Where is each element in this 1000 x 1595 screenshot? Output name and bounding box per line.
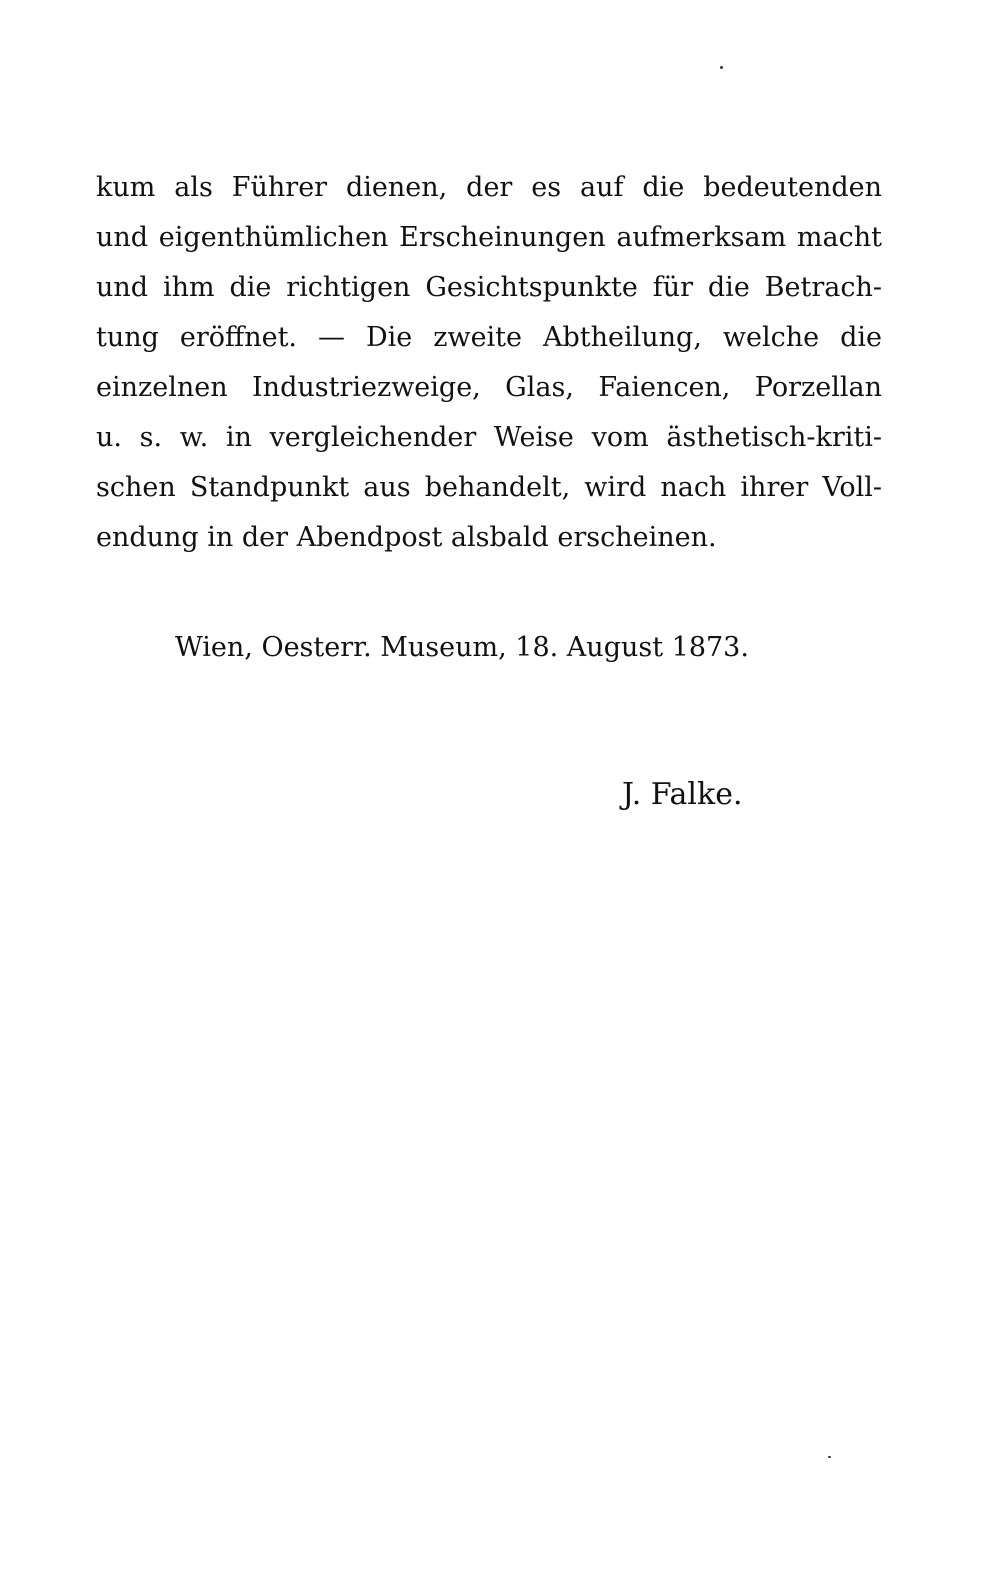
- paragraph-line: und ihm die richtigen Gesichtspunkte für die Betrach-: [96, 272, 882, 303]
- paragraph-line: kum als Führer dienen, der es auf die bedeutenden: [96, 172, 882, 203]
- paragraph-line: und eigenthümlichen Erscheinungen aufmerksam macht: [96, 222, 882, 253]
- paragraph-line: u. s. w. in vergleichender Weise vom ästhetisch-kriti-: [96, 422, 882, 453]
- paragraph-line: endung in der Abendpost alsbald erscheinen.: [96, 522, 717, 553]
- signature: J. Falke.: [622, 777, 743, 812]
- paragraph-line: einzelnen Industriezweige, Glas, Faiencen, Porzellan: [96, 372, 882, 403]
- paragraph-line: schen Standpunkt aus behandelt, wird nach ihrer Voll-: [96, 472, 882, 503]
- dateline: Wien, Oesterr. Museum, 18. August 1873.: [175, 632, 749, 663]
- scan-speck: [720, 66, 723, 69]
- paragraph-line: tung eröffnet. — Die zweite Abtheilung, welche die: [96, 322, 882, 353]
- body-paragraph: [96, 163, 882, 563]
- scan-speck: [828, 1456, 831, 1458]
